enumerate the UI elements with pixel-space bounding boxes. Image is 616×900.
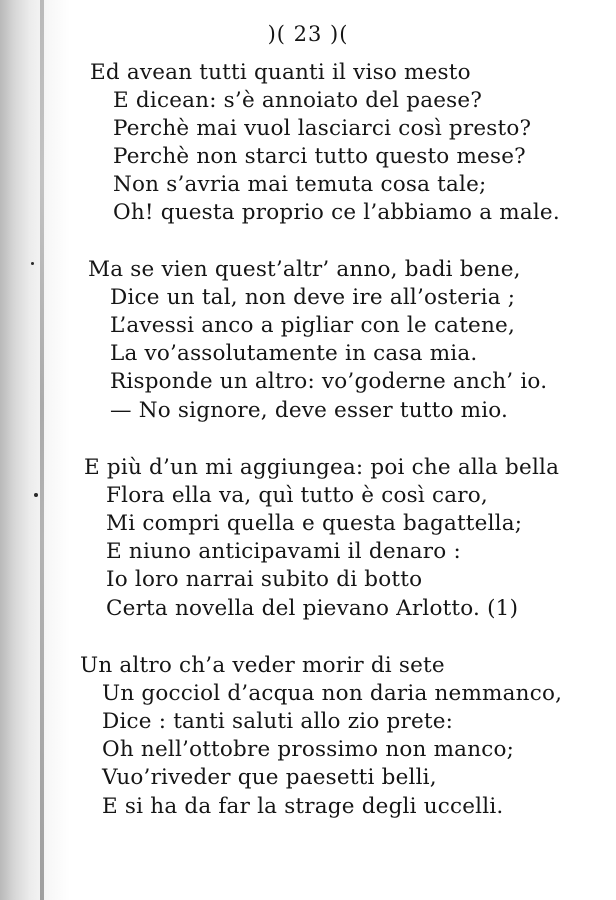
verse-line: Io loro narrai subito di botto bbox=[106, 567, 423, 592]
page-number: )( 23 )( bbox=[267, 22, 349, 46]
verse-line: E dicean: s’è annoiato del paese? bbox=[113, 88, 483, 113]
verse-line: E più d’un mi aggiungea: poi che alla bella bbox=[84, 455, 560, 480]
verse-line: Flora ella va, quì tutto è così caro, bbox=[106, 483, 488, 508]
ink-speck bbox=[34, 493, 38, 497]
binding-shadow bbox=[0, 0, 78, 900]
verse-line: Ed avean tutti quanti il viso mesto bbox=[90, 60, 471, 85]
verse-line: Certa novella del pievano Arlotto. (1) bbox=[106, 596, 519, 621]
verse-line: Dice : tanti saluti allo zio prete: bbox=[102, 709, 454, 734]
verse-line: Mi compri quella e questa bagattella; bbox=[106, 511, 523, 536]
verse-line: Perchè non starci tutto questo mese? bbox=[113, 144, 526, 169]
verse-line: Perchè mai vuol lasciarci così presto? bbox=[113, 116, 532, 141]
verse-line: La vo’assolutamente in casa mia. bbox=[110, 341, 478, 366]
verse-line: — No signore, deve esser tutto mio. bbox=[110, 398, 509, 423]
binding-crease bbox=[40, 0, 44, 900]
verse-line: Ma se vien quest’altr’ anno, badi bene, bbox=[88, 257, 521, 282]
verse-line: Un gocciol d’acqua non daria nemmanco, bbox=[102, 681, 563, 706]
verse-line: Risponde un altro: vo’goderne anch’ io. bbox=[110, 369, 548, 394]
verse-line: L’avessi anco a pigliar con le catene, bbox=[110, 313, 515, 338]
verse-line: Non s’avria mai temuta cosa tale; bbox=[113, 172, 487, 197]
ink-speck bbox=[31, 262, 34, 265]
verse-line: Oh! questa proprio ce l’abbiamo a male. bbox=[113, 200, 560, 225]
verse-line: Dice un tal, non deve ire all’osteria ; bbox=[110, 285, 516, 310]
verse-line: E si ha da far la strage degli uccelli. bbox=[102, 794, 504, 819]
verse-line: Vuo’riveder que paesetti belli, bbox=[102, 765, 437, 790]
verse-line: E niuno anticipavami il denaro : bbox=[106, 539, 461, 564]
verse-line: Oh nell’ottobre prossimo non manco; bbox=[102, 737, 515, 762]
verse-line: Un altro ch’a veder morir di sete bbox=[80, 653, 445, 678]
